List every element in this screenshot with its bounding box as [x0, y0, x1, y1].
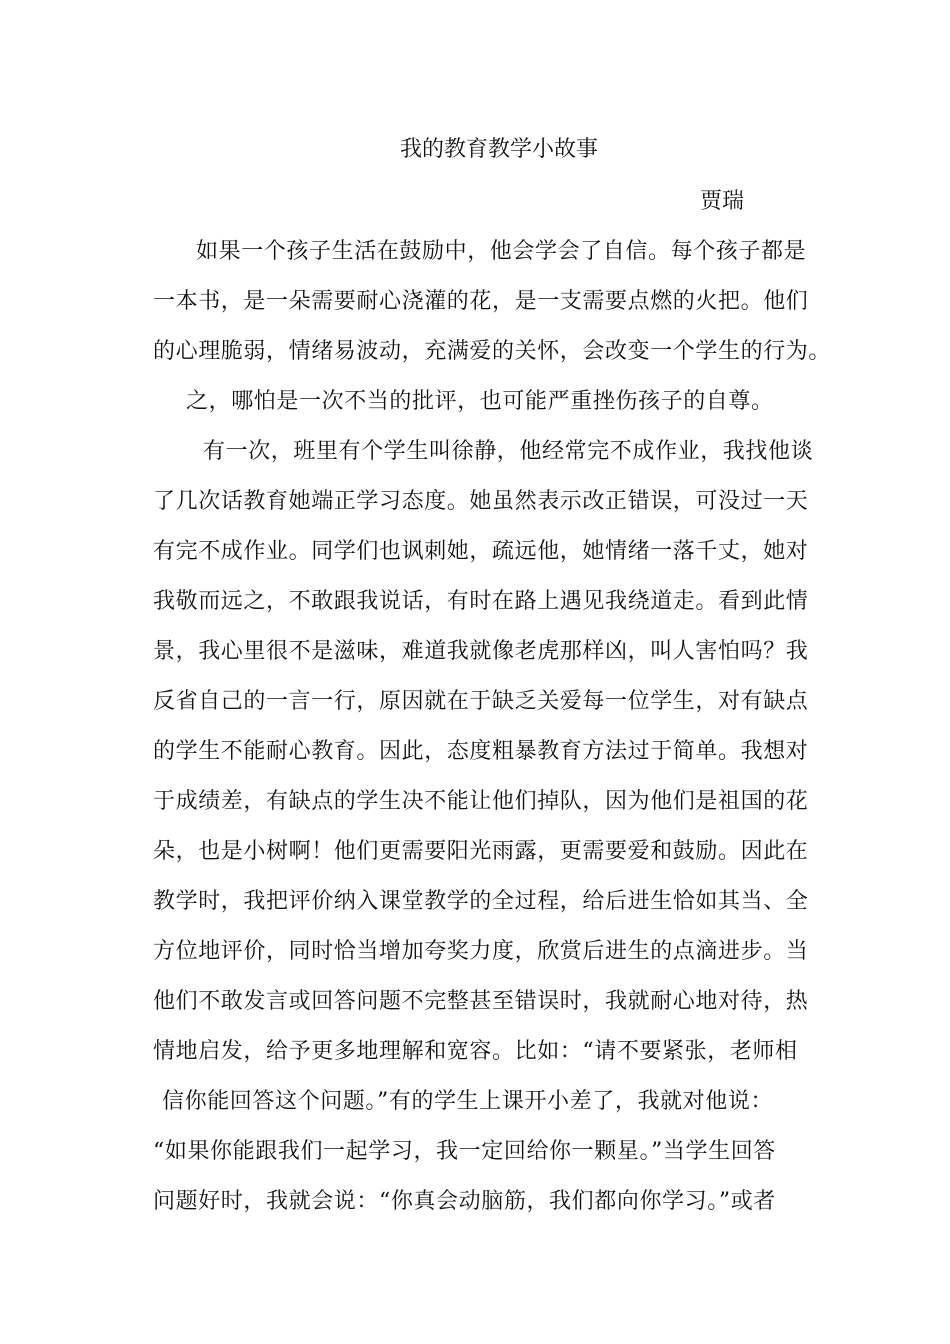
paragraph-line: 方位地评价，同时恰当增加夸奖力度，欣赏后进生的点滴进步。当 — [153, 939, 809, 964]
paragraph-line: 的心理脆弱，情绪易波动，充满爱的关怀，会改变一个学生的行为。 — [153, 339, 832, 364]
paragraph-line: 我敬而远之，不敢跟我说话，有时在路上遇见我绕道走。看到此情 — [153, 589, 809, 614]
document-author: 贾瑞 — [700, 189, 745, 214]
document-title: 我的教育教学小故事 — [400, 137, 599, 162]
paragraph-line: 问题好时，我就会说：“你真会动脑筋，我们都向你学习。”或者 — [153, 1189, 776, 1214]
paragraph-line: 信你能回答这个问题。”有的学生上课开小差了，我就对他说： — [162, 1089, 774, 1114]
paragraph-line: 景，我心里很不是滋味，难道我就像老虎那样凶，叫人害怕吗？我 — [153, 639, 809, 664]
paragraph-line: 有一次，班里有个学生叫徐静，他经常完不成作业，我找他谈 — [203, 439, 814, 464]
paragraph-line: 有完不成作业。同学们也讽刺她，疏远他，她情绪一落千丈，她对 — [153, 539, 809, 564]
paragraph-line: 他们不敢发言或回答问题不完整甚至错误时，我就耐心地对待，热 — [153, 989, 809, 1014]
paragraph-line: 的学生不能耐心教育。因此，态度粗暴教育方法过于简单。我想对 — [153, 739, 809, 764]
paragraph-line: 反省自己的一言一行，原因就在于缺乏关爱每一位学生，对有缺点 — [153, 689, 809, 714]
paragraph-line: “如果你能跟我们一起学习，我一定回给你一颗星。”当学生回答 — [153, 1139, 776, 1164]
paragraph-line: 朵，也是小树啊！他们更需要阳光雨露，更需要爱和鼓励。因此在 — [153, 839, 809, 864]
paragraph-line: 一本书，是一朵需要耐心浇灌的花，是一支需要点燃的火把。他们 — [153, 289, 809, 314]
paragraph-line: 情地启发，给予更多地理解和宽容。比如：“请不要紧张，老师相 — [153, 1039, 798, 1064]
paragraph-line: 教学时，我把评价纳入课堂教学的全过程，给后进生恰如其当、全 — [153, 889, 809, 914]
paragraph-line: 如果一个孩子生活在鼓励中，他会学会了自信。每个孩子都是 — [196, 239, 807, 264]
paragraph-line: 于成绩差，有缺点的学生决不能让他们掉队，因为他们是祖国的花 — [153, 789, 809, 814]
paragraph-line: 之，哪怕是一次不当的批评，也可能严重挫伤孩子的自尊。 — [186, 389, 774, 414]
paragraph-line: 了几次话教育她端正学习态度。她虽然表示改正错误，可没过一天 — [153, 489, 809, 514]
